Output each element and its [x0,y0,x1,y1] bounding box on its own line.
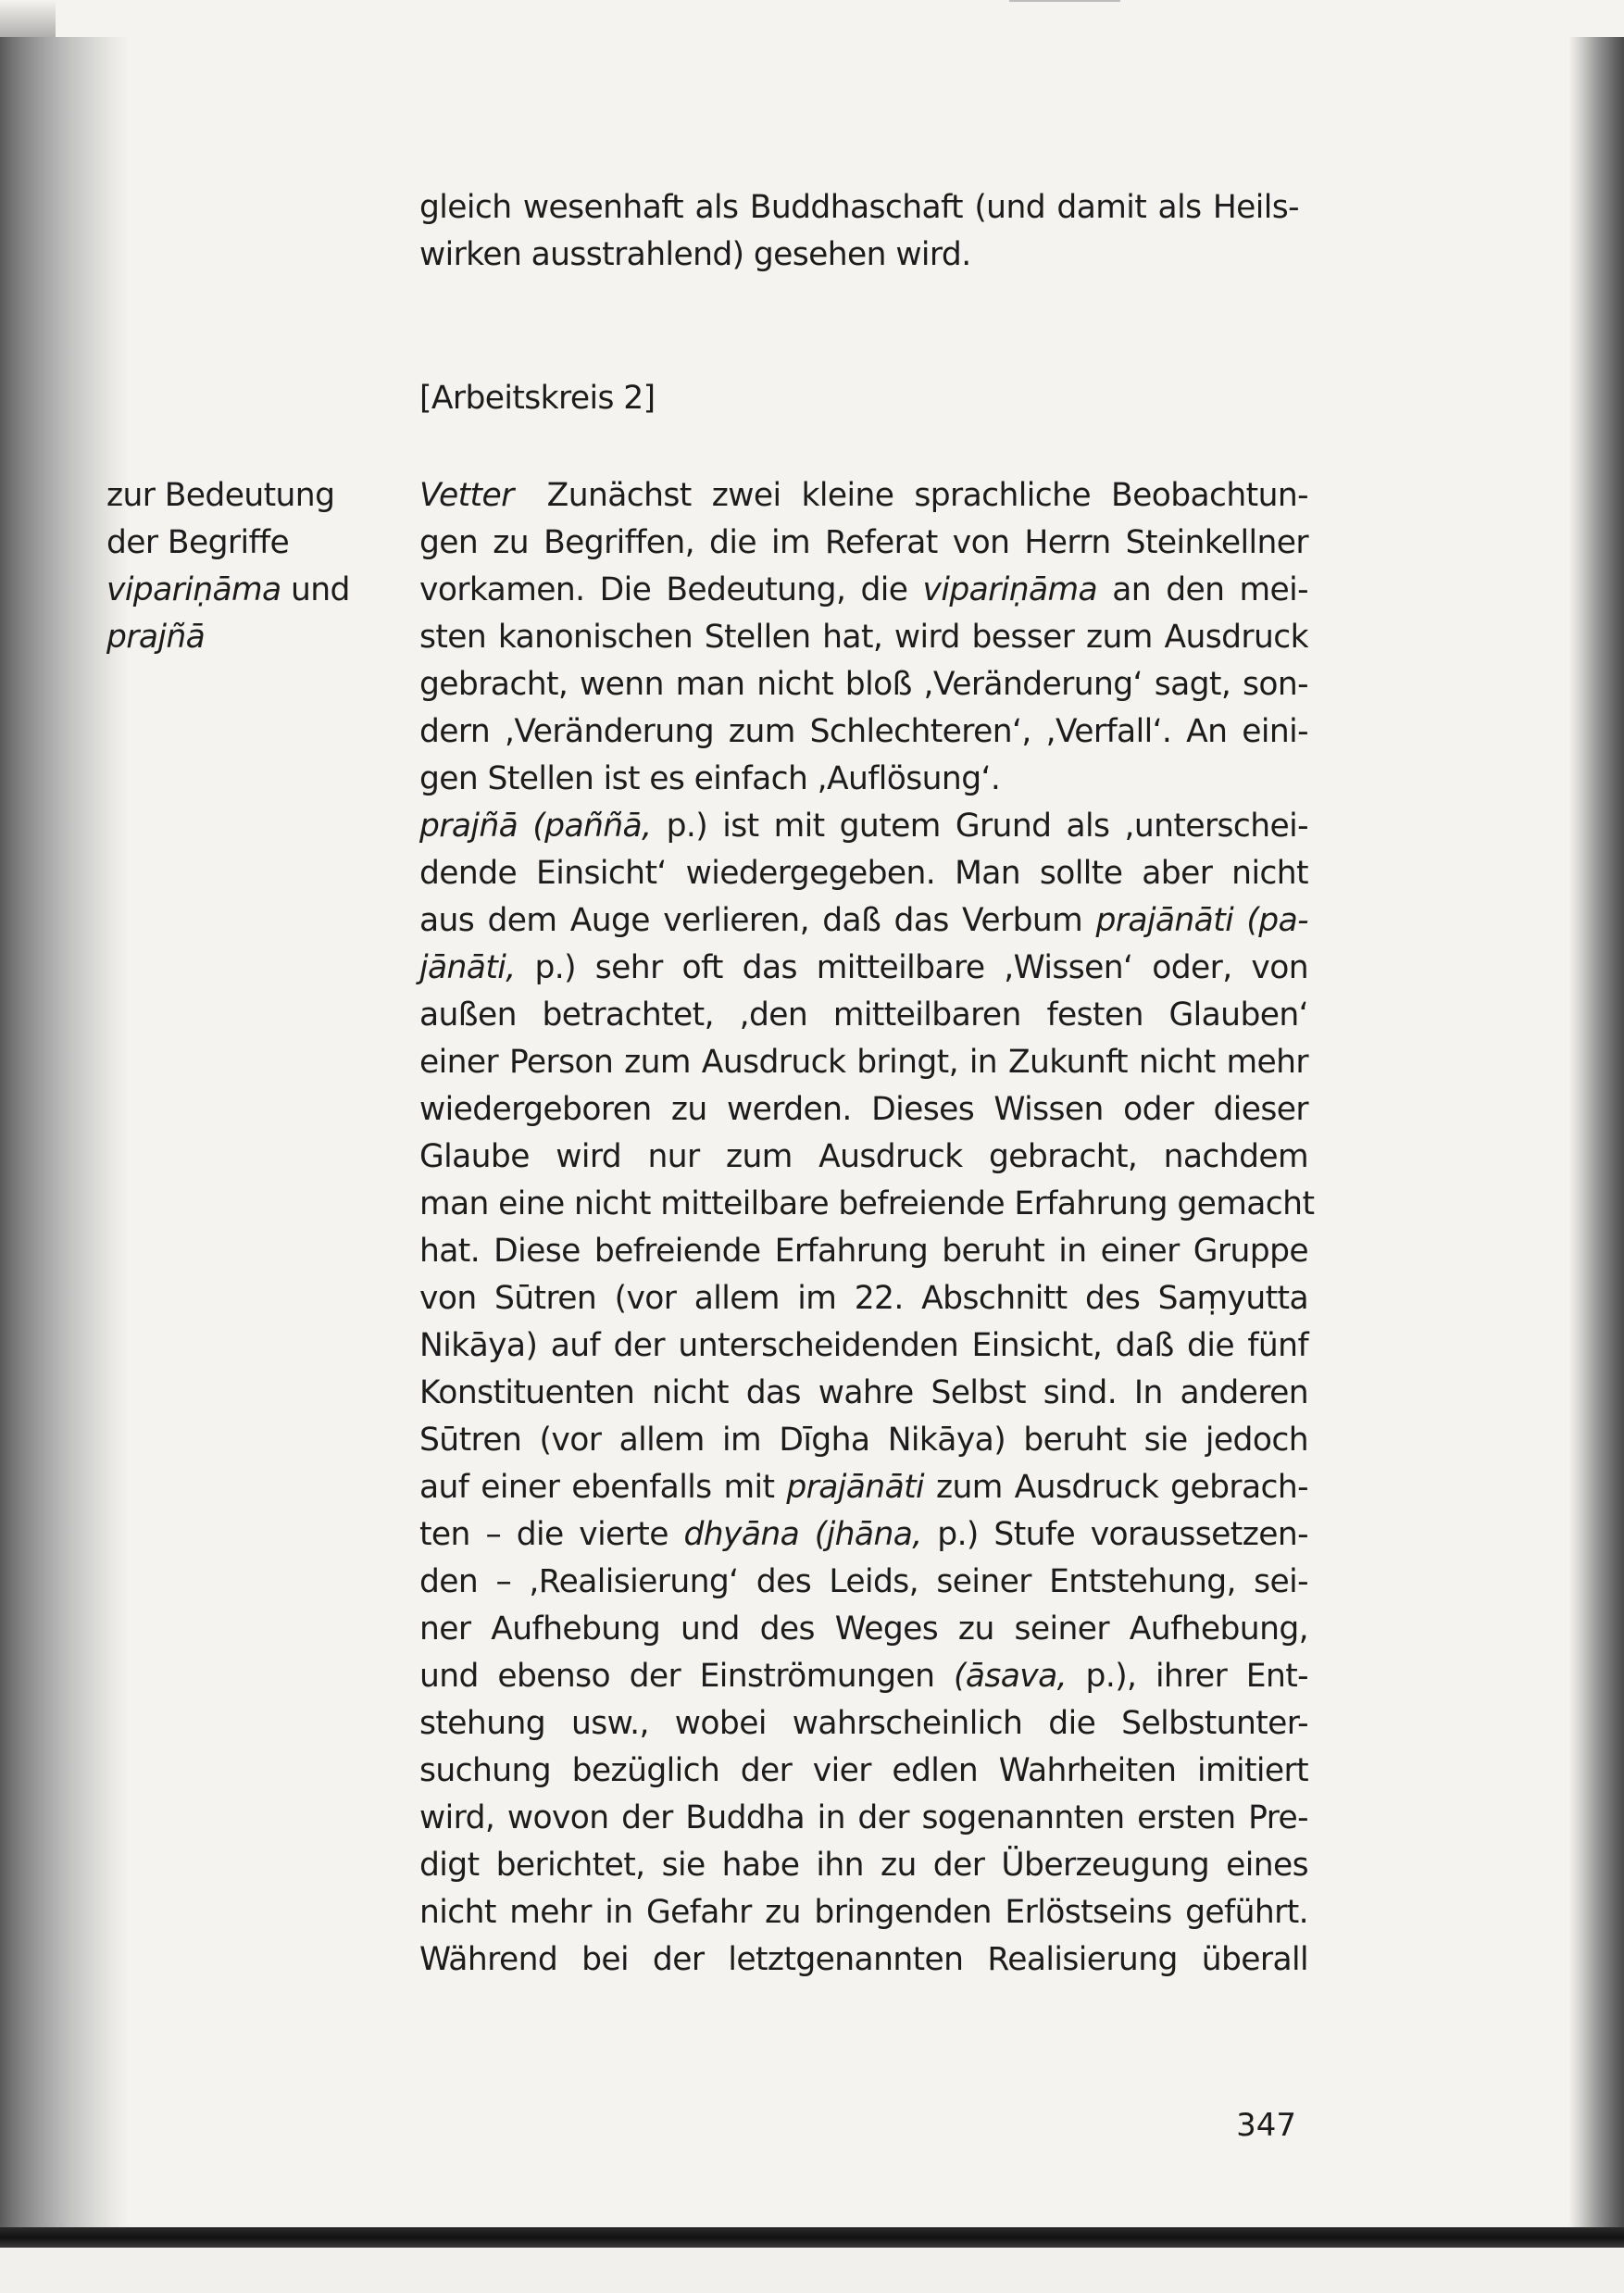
text-line: nicht mehr in Gefahr zu bringenden Erlöstseins geführt. [419,1894,1308,1931]
marginal-connector: und [290,571,350,608]
section-heading: [Arbeitskreis 2] [419,380,656,417]
text-line: digt berichtet, sie habe ihn zu der Überzeugung eines [419,1847,1308,1884]
text-segment: an den mei- [1112,571,1308,608]
text-line: stehung usw., wobei wahrscheinlich die Selbstunter- [419,1705,1308,1742]
text-line: gen zu Begriffen, die im Referat von Herrn Steinkellner [419,524,1308,561]
text-segment: vorkamen. Die Bedeutung, die [419,571,908,608]
term: jānāti, [419,949,516,986]
text-segment: aus dem Auge verlieren, daß das Verbum [419,902,1083,939]
speaker-name: Vetter [419,477,514,514]
text-line: suchung bezüglich der vier edlen Wahrheiten imitiert [419,1752,1308,1789]
term: (āsava, [953,1658,1067,1695]
text-segment: p.) sehr oft das mitteilbare ,Wissen‘ oder, von [534,949,1308,986]
text-line: Glaube wird nur zum Ausdruck gebracht, nachdem [419,1138,1308,1175]
gutter-shadow-right [1568,37,1624,2241]
text-line: hat. Diese befreiende Erfahrung beruht in einer Gruppe [419,1233,1308,1270]
term: vipariṇāma [922,571,1098,608]
text-line [419,897,1308,945]
text-line [419,945,1308,992]
text-segment: Zunächst zwei kleine sprachliche Beobachtun- [546,477,1308,514]
marginal-term: vipariṇāma [106,571,281,608]
text-line: wird, wovon der Buddha in der sogenannten ersten Pre- [419,1799,1308,1836]
text-line: außen betrachtet, ,den mitteilbaren festen Glauben‘ [419,996,1308,1034]
text-line: gleich wesenhaft als Buddhaschaft (und damit als Heils- [419,189,1299,226]
text-line: wirken ausstrahlend) gesehen wird. [419,236,971,273]
marginal-term: prajñā [106,619,206,656]
term: prajānāti (pa- [1095,902,1308,939]
text-line: man eine nicht mitteilbare befreiende Erfahrung gemacht [419,1185,1315,1222]
marginal-line [106,567,384,614]
continuation-paragraph [419,184,1299,279]
text-segment: p.), ihrer Ent- [1085,1658,1308,1695]
scan-edge-line [1009,0,1120,2]
scan-bottom-strip [0,2248,1624,2293]
text-segment: ten – die vierte [419,1516,668,1553]
marginal-note [106,472,384,661]
text-line: Nikāya) auf der unterscheidenden Einsicht, daß die fünf [419,1327,1308,1364]
text-line: sten kanonischen Stellen hat, wird besser zum Ausdruck [419,619,1308,656]
gutter-shadow-left [0,37,130,2241]
text-segment: und ebenso der Einströmungen [419,1658,935,1695]
text-segment: auf einer ebenfalls mit [419,1469,775,1506]
text-line [419,803,1308,850]
text-segment: p.) Stufe voraussetzen- [937,1516,1308,1553]
main-text-body [419,472,1315,1984]
marginal-line [106,614,384,661]
text-segment: zum Ausdruck gebrach- [935,1469,1308,1506]
term: dhyāna (jhāna, [683,1516,922,1553]
text-line: gebracht, wenn man nicht bloß ,Veränderung‘ sagt, son- [419,666,1308,703]
text-line: dern ,Veränderung zum Schlechteren‘, ,Verfall‘. An eini- [419,713,1308,750]
text-line: wiedergeboren zu werden. Dieses Wissen oder dieser [419,1091,1308,1128]
text-line: ner Aufhebung und des Weges zu seiner Aufhebung, [419,1610,1308,1648]
term: prajñā (paññā, [419,808,652,845]
text-segment: p.) ist mit gutem Grund als ,unterschei- [666,808,1308,845]
marginal-line: der Begriffe [106,524,290,561]
term: prajānāti [786,1469,925,1506]
page-number: 347 [1236,2107,1296,2144]
text-line: gen Stellen ist es einfach ,Auflösung‘. [419,760,1001,797]
text-line: von Sūtren (vor allem im 22. Abschnitt des Saṃyutta [419,1280,1308,1317]
text-line [419,1464,1308,1511]
text-line: einer Person zum Ausdruck bringt, in Zukunft nicht mehr [419,1044,1308,1081]
marginal-line: zur Bedeutung [106,477,335,514]
text-line: Konstituenten nicht das wahre Selbst sind. In anderen [419,1374,1308,1411]
scan-bottom-edge [0,2227,1624,2248]
text-line [419,567,1308,614]
text-line: den – ,Realisierung‘ des Leids, seiner Entstehung, sei- [419,1563,1308,1600]
text-line: Sūtren (vor allem im Dīgha Nikāya) beruht sie jedoch [419,1422,1308,1459]
text-line [419,1653,1308,1700]
text-line: Während bei der letztgenannten Realisierung überall [419,1941,1308,1978]
text-line [419,472,1308,520]
text-line: dende Einsicht‘ wiedergegeben. Man sollte aber nicht [419,855,1308,892]
text-line [419,1511,1308,1559]
